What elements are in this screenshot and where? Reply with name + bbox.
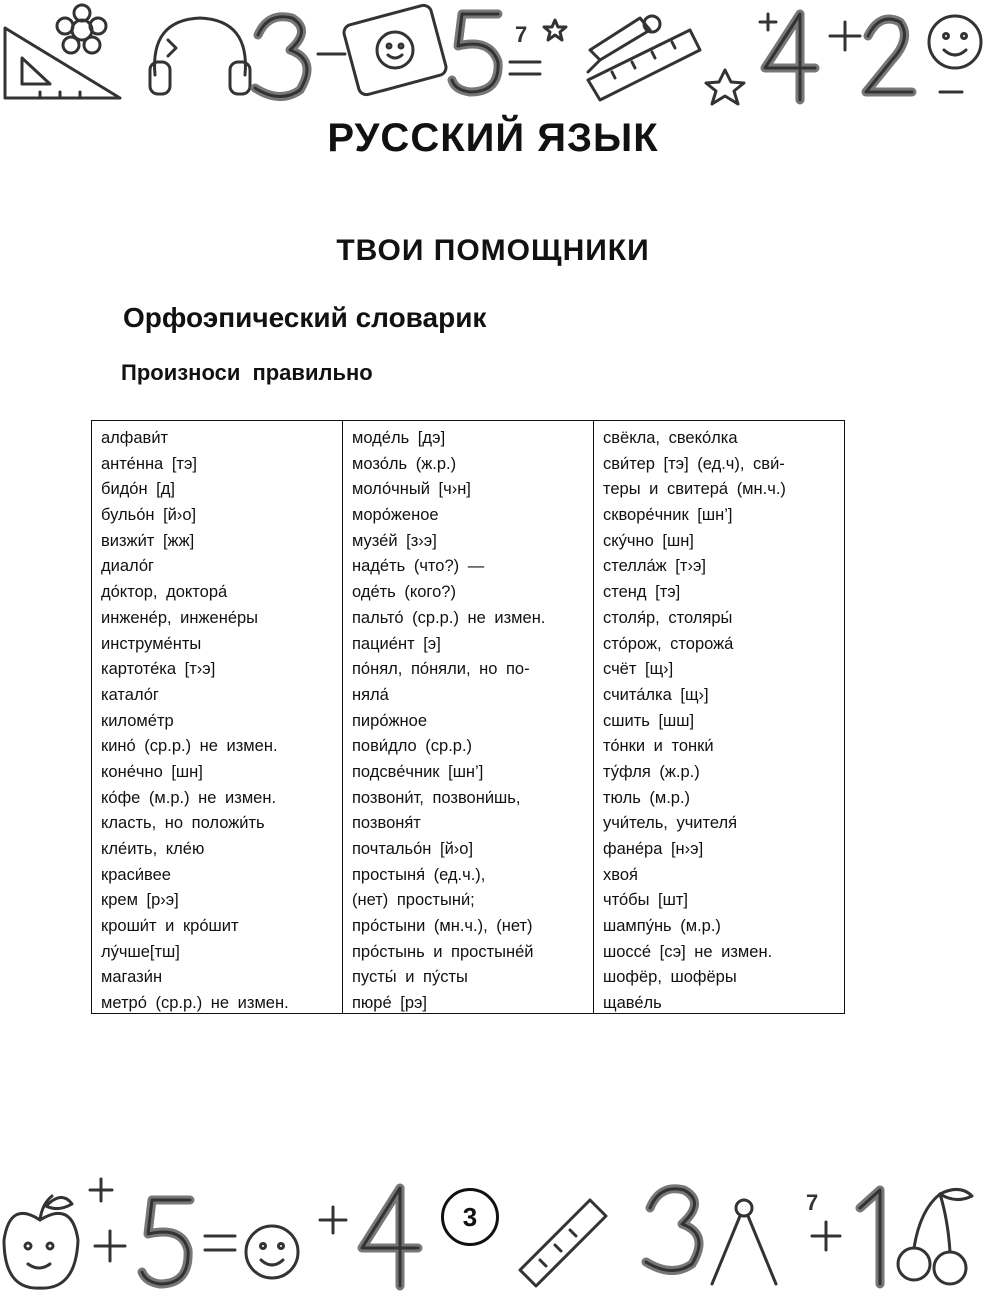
word-entry: метро́ (ср.р.) не измен.	[101, 994, 289, 1013]
word-entry: хвоя́	[603, 865, 638, 884]
smiley-icon	[929, 16, 981, 92]
page-title: РУССКИЙ ЯЗЫК	[327, 116, 659, 160]
word-entry: шоссе́ [сэ] не измен.	[603, 942, 773, 961]
svg-text:7: 7	[806, 1190, 819, 1215]
word-column-1	[92, 421, 342, 1013]
word-entry: простыня́ (ед.ч.),	[352, 865, 486, 884]
dictionary-subtitle: Произноси правильно	[121, 360, 373, 385]
banknote-icon	[342, 4, 448, 97]
word-entry: что́бы [шт]	[603, 891, 689, 910]
word-entry: сви́тер [тэ] (ед.ч), сви́-	[603, 454, 785, 473]
digit-4-icon	[320, 1188, 418, 1286]
digit-3-icon	[646, 1189, 699, 1271]
word-entry: класть, но положи́ть	[101, 814, 265, 833]
word-entry: учи́тель, учителя́	[603, 814, 738, 833]
word-entry: инструме́нты	[101, 634, 202, 653]
word-entry: пацие́нт [э]	[352, 634, 441, 653]
word-entry: кино́ (ср.р.) не измен.	[101, 737, 278, 756]
word-entry: пюре́ [рэ]	[352, 994, 428, 1013]
word-entry: столя́р, столяры́	[603, 608, 733, 627]
flower-icon	[57, 5, 106, 53]
word-entry: наде́ть (что?) —	[352, 557, 485, 576]
headphones-icon	[150, 18, 250, 94]
digit-5-icon	[452, 14, 540, 92]
digit-4-icon	[760, 14, 860, 100]
word-entry: инжене́р, инжене́ры	[101, 608, 259, 627]
dictionary-title: Орфоэпический словарик	[123, 302, 487, 333]
word-entry: свёкла, свеко́лка	[603, 429, 738, 447]
word-entry: моло́чный [ч›н]	[352, 480, 471, 499]
word-entry: ту́фля (ж.р.)	[603, 762, 700, 781]
word-entry: киломе́тр	[101, 711, 174, 730]
word-entry: стелла́ж [т›э]	[603, 557, 706, 576]
word-entry: фане́ра [н›э]	[603, 840, 704, 858]
section-title: ТВОИ ПОМОЩНИКИ	[336, 234, 650, 267]
word-entry: оде́ть (кого?)	[352, 583, 456, 602]
word-entry: катало́г	[101, 685, 159, 704]
word-column-3	[593, 421, 844, 1013]
word-entry: шофёр, шофёры	[603, 968, 737, 987]
word-entry: алфави́т	[101, 429, 169, 447]
word-entry: пальто́ (ср.р.) не измен.	[352, 608, 546, 627]
word-entry: анте́нна [тэ]	[101, 454, 197, 473]
cherry-icon	[898, 1189, 972, 1284]
word-entry: подсве́чник [шн’]	[352, 762, 484, 781]
word-entry: тюль (м.р.)	[603, 788, 691, 807]
orthoepic-word-table	[91, 420, 845, 1014]
word-entry: ску́чно [шн]	[603, 531, 694, 550]
plus-icon	[90, 1179, 125, 1261]
page-number: 3	[462, 1201, 478, 1232]
word-entry: ко́фе (м.р.) не измен.	[101, 788, 277, 807]
word-entry: почтальо́н [й›о]	[352, 840, 474, 858]
word-entry: магази́н	[101, 968, 163, 987]
word-entry: про́стынь и простыне́й	[352, 942, 534, 961]
apple-icon	[4, 1196, 78, 1288]
top-doodle-border	[0, 0, 986, 110]
smiley-icon	[246, 1226, 298, 1278]
word-entry: по́нял, по́няли, но по-	[352, 660, 530, 679]
word-entry: музе́й [з›э]	[352, 531, 437, 550]
word-entry: про́стыни (мн.ч.), (нет)	[352, 917, 533, 936]
word-entry: щаве́ль	[603, 994, 662, 1013]
digit-5-icon	[142, 1200, 235, 1284]
word-entry: счёт [щ›]	[603, 660, 674, 679]
word-entry: картоте́ка [т›э]	[101, 660, 216, 679]
word-entry: теры и свитера́ (мн.ч.)	[603, 480, 786, 499]
word-entry: сшить [шш]	[603, 711, 695, 730]
word-entry: мозо́ль (ж.р.)	[352, 454, 457, 473]
svg-text:7: 7	[515, 22, 528, 47]
word-entry: позвони́т, позвони́шь,	[352, 788, 521, 807]
word-entry: лу́чше[тш]	[101, 942, 180, 961]
word-entry: пиро́жное	[352, 711, 428, 730]
word-column-2	[342, 421, 593, 1013]
word-entry: кле́ить, кле́ю	[101, 840, 205, 858]
word-entry: шампу́нь (м.р.)	[603, 917, 721, 936]
word-entry: моде́ль [дэ]	[352, 429, 446, 447]
word-entry: коне́чно [шн]	[101, 762, 203, 781]
word-entry: то́нки и тонки́	[603, 737, 714, 756]
word-entry: пови́дло (ср.р.)	[352, 737, 473, 756]
word-entry: диало́г	[101, 557, 155, 576]
triangle-ruler-icon	[5, 28, 120, 98]
word-entry: сто́рож, сторожа́	[603, 634, 734, 653]
word-entry: бидо́н [д]	[101, 480, 175, 499]
word-entry: до́ктор, доктора́	[101, 583, 228, 602]
word-entry: краси́вее	[101, 865, 171, 884]
word-entry: позвоня́т	[352, 814, 421, 833]
word-entry: крем [р›э]	[101, 891, 179, 910]
ruler-icon	[520, 1200, 606, 1286]
digit-2-icon	[866, 19, 912, 92]
word-entry: бульо́н [й›о]	[101, 506, 197, 525]
digit-3-icon	[255, 17, 345, 97]
page-number-badge	[441, 1188, 499, 1246]
word-entry: моро́женое	[352, 506, 439, 525]
word-entry: счита́лка [щ›]	[603, 685, 709, 704]
word-entry: пусты́ и пу́сты	[352, 968, 468, 987]
word-entry: няла́	[352, 685, 389, 704]
word-entry: визжи́т [жж]	[101, 531, 195, 550]
word-entry: кроши́т и кро́шит	[101, 917, 239, 936]
word-entry: (нет) простыни́;	[352, 891, 475, 910]
word-entry: скворе́чник [шн’]	[603, 506, 733, 525]
compass-icon	[712, 1200, 776, 1284]
word-entry: стенд [тэ]	[603, 583, 681, 602]
digit-1-icon	[806, 1190, 880, 1284]
